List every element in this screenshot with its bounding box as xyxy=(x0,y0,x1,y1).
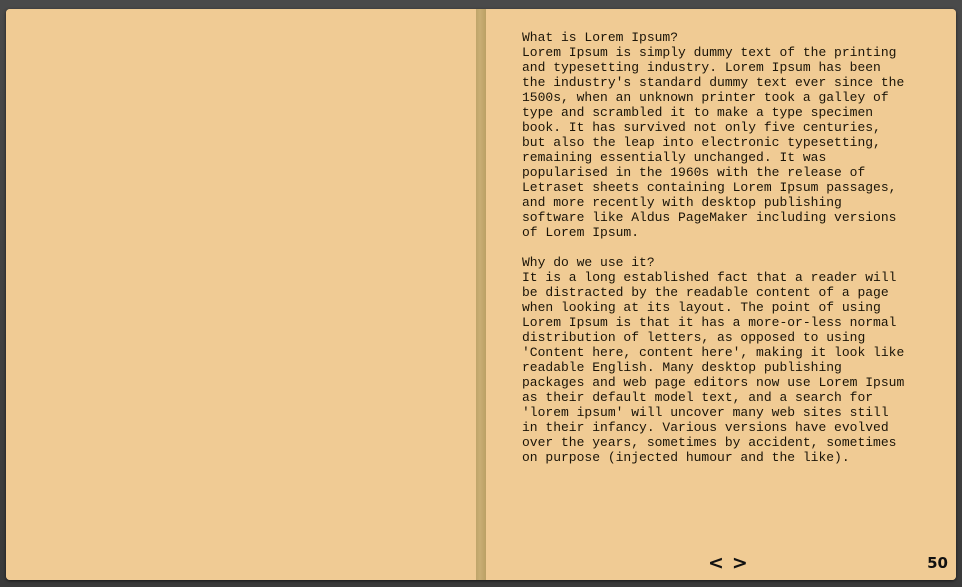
next-page-button[interactable]: > xyxy=(731,552,748,574)
book-spine xyxy=(476,9,486,580)
previous-page-button[interactable]: < xyxy=(708,552,724,574)
page-number: 50 xyxy=(927,554,948,572)
page-navigation xyxy=(708,553,748,573)
page-text: What is Lorem Ipsum? Lorem Ipsum is simply dummy text of the printing and typesetting industry. Lorem Ipsum has been the industry's standard dummy text ever since the 1500s, when an unknown printer took a galley of type and scrambled it to make a type specimen book. It has survived not only five centuries, but also the leap into electronic typesetting, remaining essentially unchanged. It was popularised in the 1960s with the release of Letraset sheets containing Lorem Ipsum passages, and more recently with desktop publishing software like Aldus PageMaker including versions of Lorem Ipsum. Why do we use it? It is a long established fact that a reader will be distracted by the readable content of a page when looking at its layout. The point of using Lorem Ipsum is that it has a more-or-less normal distribution of letters, as opposed to using 'Content here, content here', making it look like readable English. Many desktop publishing packages and web page editors now use Lorem Ipsum as their default model text, and a search for 'lorem ipsum' will uncover many web sites still in their infancy. Various versions have evolved over the years, sometimes by accident, sometimes on purpose (injected humour and the like). xyxy=(522,30,905,465)
book xyxy=(6,9,956,580)
left-page xyxy=(6,9,476,580)
right-page xyxy=(486,9,956,580)
